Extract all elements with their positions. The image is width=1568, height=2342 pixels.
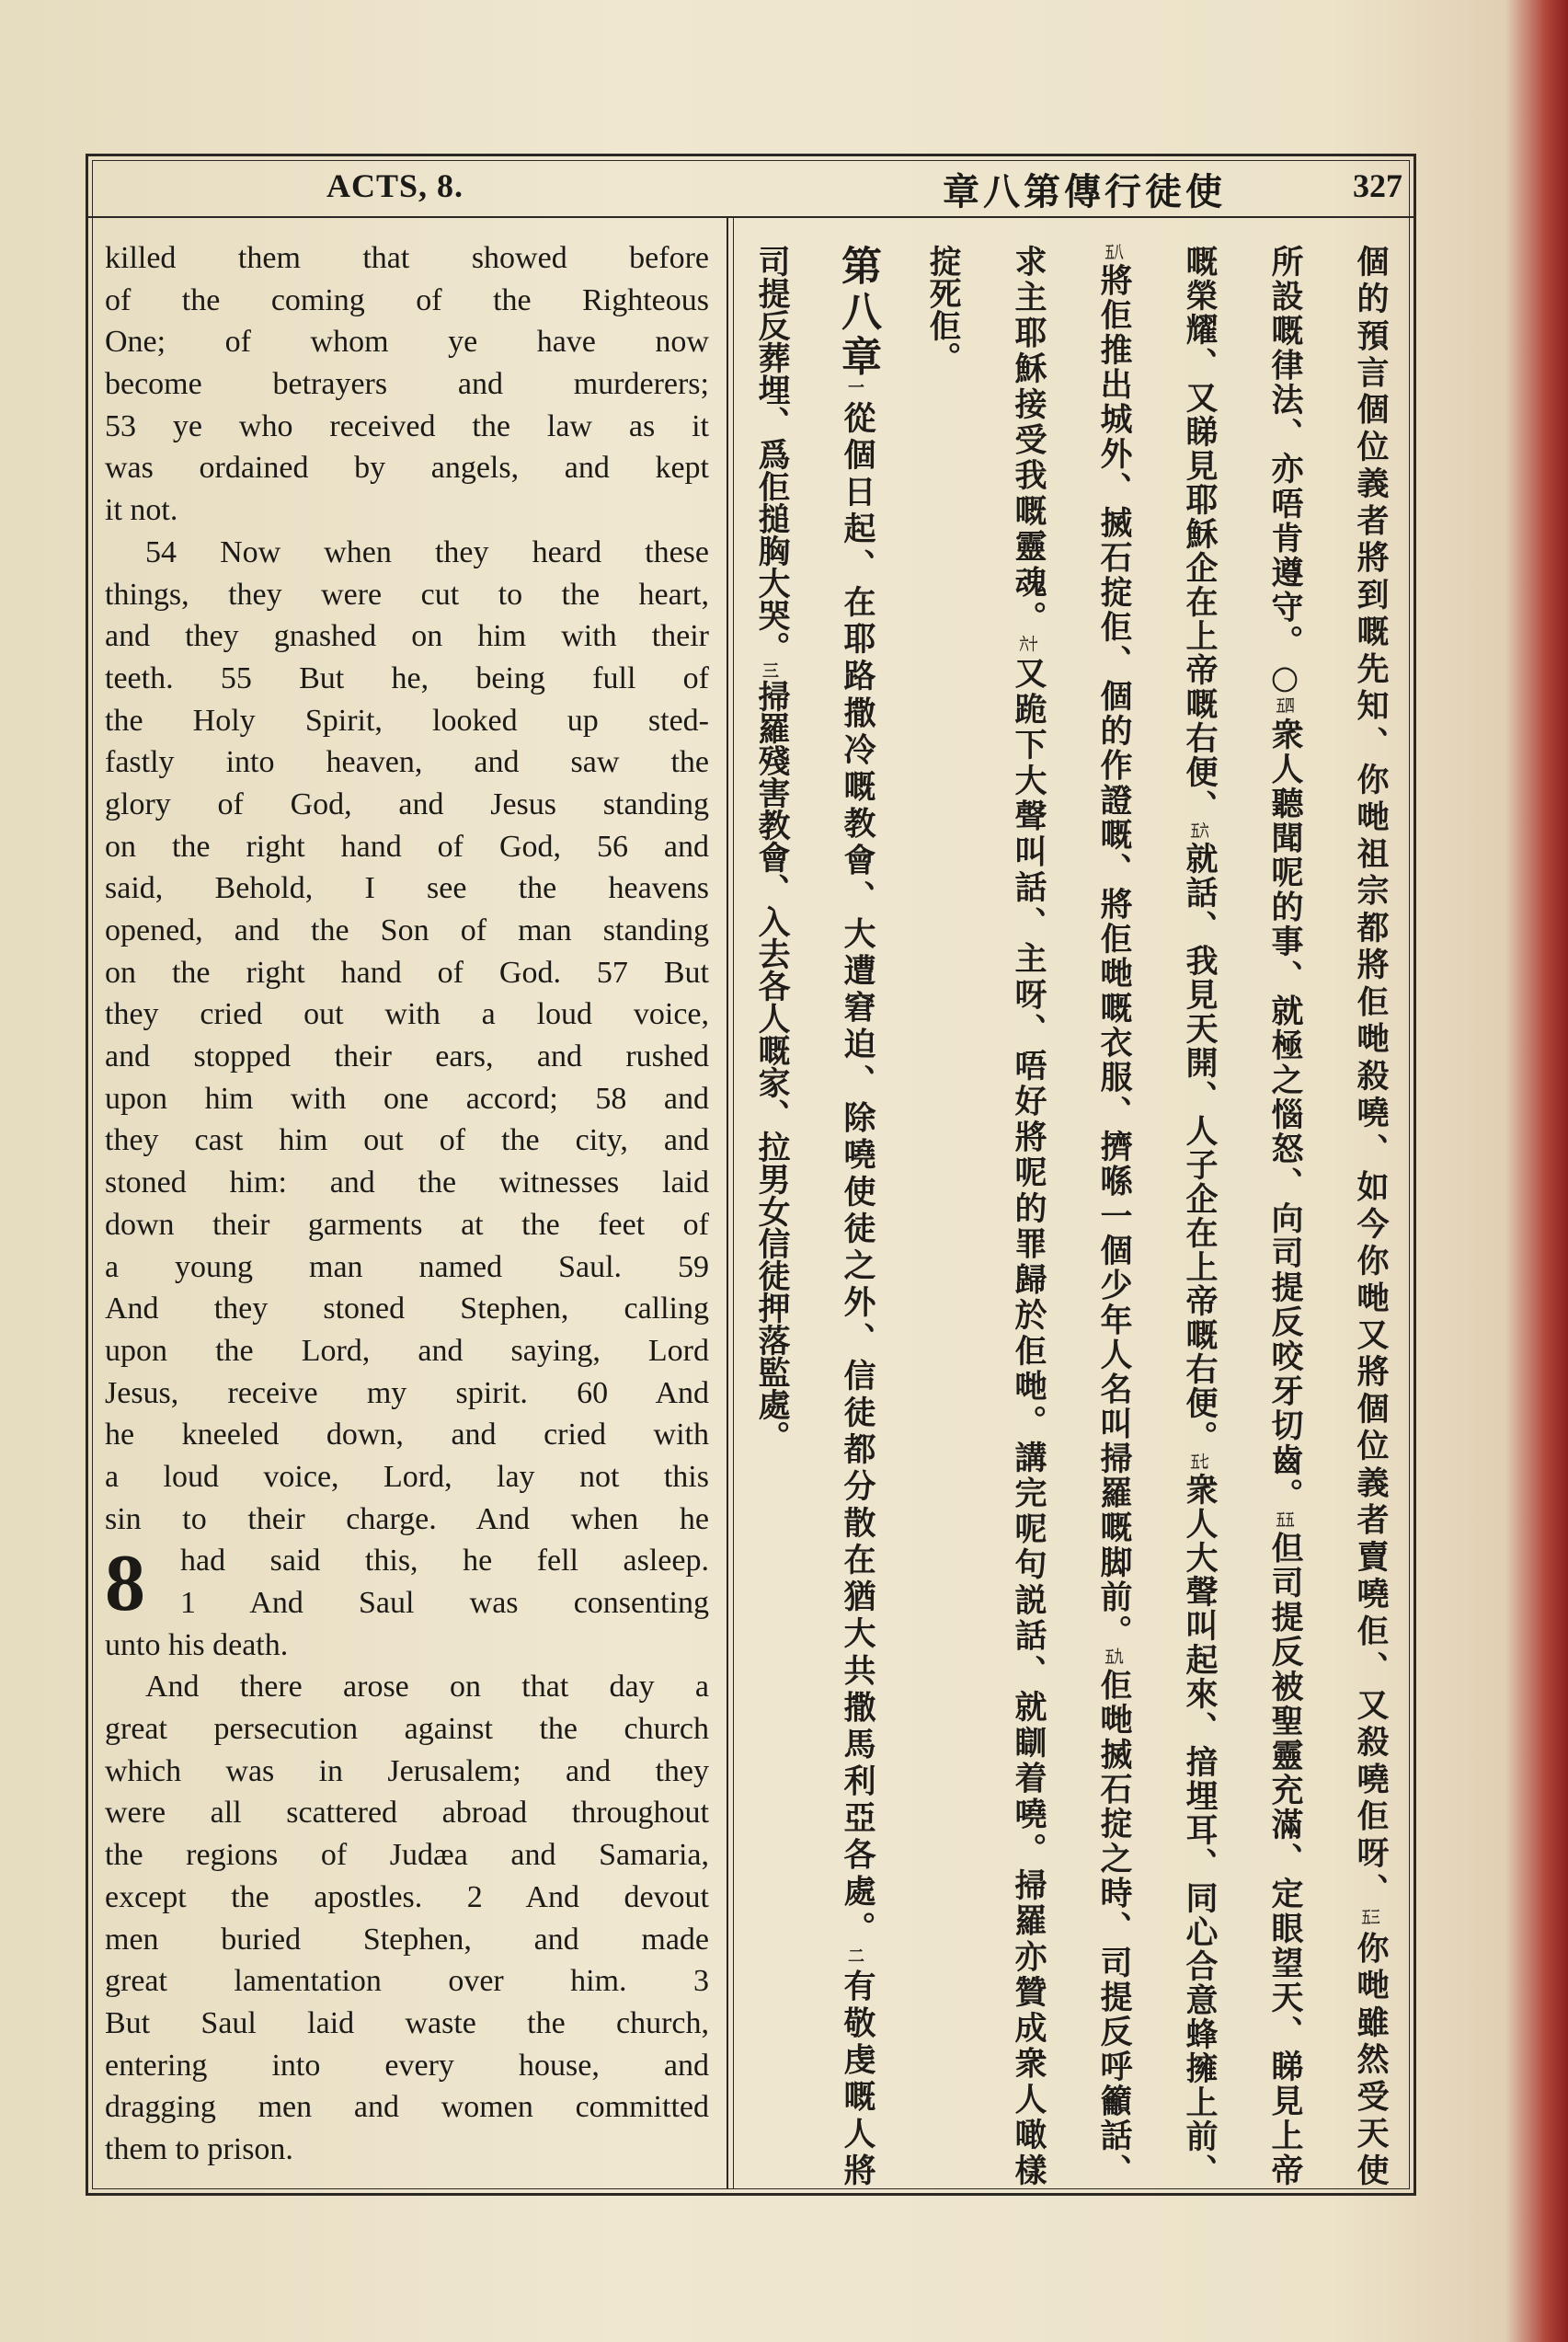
text-line: teeth. 55 But he, being full of bbox=[105, 660, 709, 695]
text-line: they cried out with a loud voice, bbox=[105, 997, 709, 1032]
chinese-text: 你哋雖然受天使 bbox=[1352, 1931, 1389, 2186]
chinese-text: 衆人聽聞呢的事、就極之惱怒、向司提反咬牙切齒。 bbox=[1266, 718, 1303, 1513]
chinese-text: 所設嘅律法、亦唔肯遵守。○ bbox=[1266, 245, 1303, 699]
text-line: 53 ye who received the law as it bbox=[105, 408, 709, 443]
verse-number: 五八 bbox=[1104, 245, 1124, 261]
chinese-column bbox=[735, 245, 808, 2186]
text-line: which was in Jerusalem; and they bbox=[105, 1753, 709, 1788]
chinese-text: 嘅榮耀、又睇見耶穌企在上帝嘅右便、 bbox=[1181, 245, 1218, 823]
text-line: opened, and the Son of man standing bbox=[105, 913, 709, 947]
verse-number: 五三 bbox=[1361, 1910, 1380, 1927]
text-line: on the right hand of God. 57 But bbox=[105, 955, 709, 990]
column-divider bbox=[727, 218, 728, 2189]
text-line: become betrayers and murderers; bbox=[105, 367, 709, 402]
text-line: a young man named Saul. 59 bbox=[105, 1249, 709, 1284]
verse-number: 三 bbox=[762, 663, 779, 680]
text-line: on the right hand of God, 56 and bbox=[105, 829, 709, 864]
verse-number: 五六 bbox=[1190, 823, 1209, 840]
english-text-column bbox=[105, 237, 709, 2171]
chinese-column bbox=[906, 245, 979, 2186]
text-line: Jesus, receive my spirit. 60 And bbox=[105, 1375, 709, 1410]
text-line: And there arose on that day a bbox=[145, 1670, 709, 1705]
text-line: and stopped their ears, and rushed bbox=[105, 1039, 709, 1074]
chinese-text: 衆人大聲叫起來、揞埋耳、同心合意蜂擁上前、 bbox=[1181, 1473, 1218, 2186]
text-line: of the coming of the Righteous bbox=[105, 282, 709, 317]
text-line: had said this, he fell asleep. bbox=[180, 1544, 709, 1579]
text-line: was ordained by angels, and kept bbox=[105, 451, 709, 486]
verse-number: 五四 bbox=[1276, 698, 1295, 716]
text-line: said, Behold, I see the heavens bbox=[105, 871, 709, 906]
text-line: they cast him out of the city, and bbox=[105, 1123, 709, 1158]
text-line: great persecution against the church bbox=[105, 1712, 709, 1747]
chinese-column bbox=[1077, 245, 1150, 2186]
verse-number: 五九 bbox=[1104, 1649, 1124, 1667]
text-line: fastly into heaven, and saw the bbox=[105, 745, 709, 780]
text-line: And they stoned Stephen, calling bbox=[105, 1292, 709, 1326]
chinese-text: 就話、我見天開、人子企在上帝嘅右便。 bbox=[1181, 842, 1218, 1454]
text-line: he kneeled down, and cried with bbox=[105, 1418, 709, 1452]
chinese-text: 但司提反被聖靈充滿、定眼望天、睇見上帝 bbox=[1266, 1531, 1303, 2187]
chinese-column bbox=[991, 245, 1065, 2186]
column-divider-inner bbox=[733, 218, 734, 2189]
chinese-text: 佢哋搣石掟之時、司提反呼籲話、 bbox=[1095, 1668, 1132, 2187]
text-line: But Saul laid waste the church, bbox=[105, 2005, 709, 2040]
text-line: down their garments at the feet of bbox=[105, 1207, 709, 1242]
chinese-text: 將佢推出城外、搣石掟佢、個的作證嘅、將佢哋嘅衣服、擠喺一個少年人名叫掃羅嘅脚前。 bbox=[1095, 263, 1132, 1650]
page-number: 327 bbox=[1353, 167, 1402, 204]
text-line: dragging men and women committed bbox=[105, 2090, 709, 2125]
chinese-text: 司提反葬埋、爲佢搥胸大哭。 bbox=[753, 245, 790, 663]
text-line: the Holy Spirit, looked up sted- bbox=[105, 703, 709, 738]
text-line: a loud voice, Lord, lay not this bbox=[105, 1459, 709, 1494]
chinese-column bbox=[1248, 245, 1322, 2186]
text-line: 1 And Saul was consenting bbox=[180, 1586, 709, 1620]
chinese-text: 又跪下大聲叫話、主呀、唔好將呢的罪歸於佢哋。講完呢句説話、就瞓着嘵。掃羅亦贊成衆人噉樣 bbox=[1010, 656, 1047, 2187]
text-line: 54 Now when they heard these bbox=[145, 534, 709, 569]
chinese-text: 掟死佢。 bbox=[924, 245, 961, 373]
text-line: it not. bbox=[105, 493, 178, 528]
chapter-drop-cap: 8 bbox=[105, 1539, 145, 1628]
text-line: One; of whom ye have now bbox=[105, 325, 709, 360]
text-line: great lamentation over him. 3 bbox=[105, 1964, 709, 1999]
chinese-column bbox=[1333, 245, 1407, 2186]
verse-number: 五五 bbox=[1276, 1512, 1295, 1530]
chinese-column bbox=[1162, 245, 1236, 2186]
text-line: glory of God, and Jesus standing bbox=[105, 786, 709, 821]
text-line: upon the Lord, and saying, Lord bbox=[105, 1333, 709, 1368]
running-header bbox=[86, 154, 1416, 218]
text-line: them to prison. bbox=[105, 2131, 293, 2166]
chapter-heading: 第八章 bbox=[834, 245, 881, 381]
chinese-text: 從個日起、在耶路撒冷嘅教會、大遭窘迫、除嘵使徒之外、信徒都分散在猶大共撒馬利亞各處。 bbox=[839, 401, 876, 1948]
chinese-text: 個的預言個位義者將到嘅先知、你哋祖宗都將佢哋殺嘵、如今你哋又將個位義者賣嘵佢、又殺嘵佢呀、 bbox=[1352, 245, 1389, 1911]
text-line: killed them that showed before bbox=[105, 241, 709, 275]
chinese-column bbox=[820, 245, 894, 2186]
header-book-chapter: ACTS, 8. bbox=[326, 167, 464, 204]
chinese-text: 有敬虔嘅人將 bbox=[839, 1969, 876, 2187]
verse-number: 五七 bbox=[1190, 1454, 1209, 1471]
chinese-text-column bbox=[745, 245, 1407, 2186]
chinese-text: 掃羅殘害教會、入去各人嘅家、拉男女信徒押落監處。 bbox=[753, 680, 790, 1452]
text-line: were all scattered abroad throughout bbox=[105, 1796, 709, 1831]
verse-number: 一 bbox=[848, 380, 864, 397]
text-line: men buried Stephen, and made bbox=[105, 1922, 709, 1957]
text-line: things, they were cut to the heart, bbox=[105, 577, 709, 612]
text-line: stoned him: and the witnesses laid bbox=[105, 1165, 709, 1200]
text-line: except the apostles. 2 And devout bbox=[105, 1879, 709, 1914]
text-line: entering into every house, and bbox=[105, 2048, 709, 2083]
chinese-text: 求主耶穌接受我嘅靈魂。 bbox=[1010, 245, 1047, 637]
verse-number: 六十 bbox=[1019, 637, 1038, 654]
text-line: unto his death. bbox=[105, 1627, 289, 1662]
header-chinese-title: 章八第傳行徒使 bbox=[943, 171, 1226, 213]
text-line: sin to their charge. And when he bbox=[105, 1501, 709, 1536]
verse-number: 二 bbox=[848, 1947, 864, 1965]
text-line: upon him with one accord; 58 and bbox=[105, 1081, 709, 1116]
text-line: and they gnashed on him with their bbox=[105, 619, 709, 654]
text-line: the regions of Judæa and Samaria, bbox=[105, 1838, 709, 1873]
